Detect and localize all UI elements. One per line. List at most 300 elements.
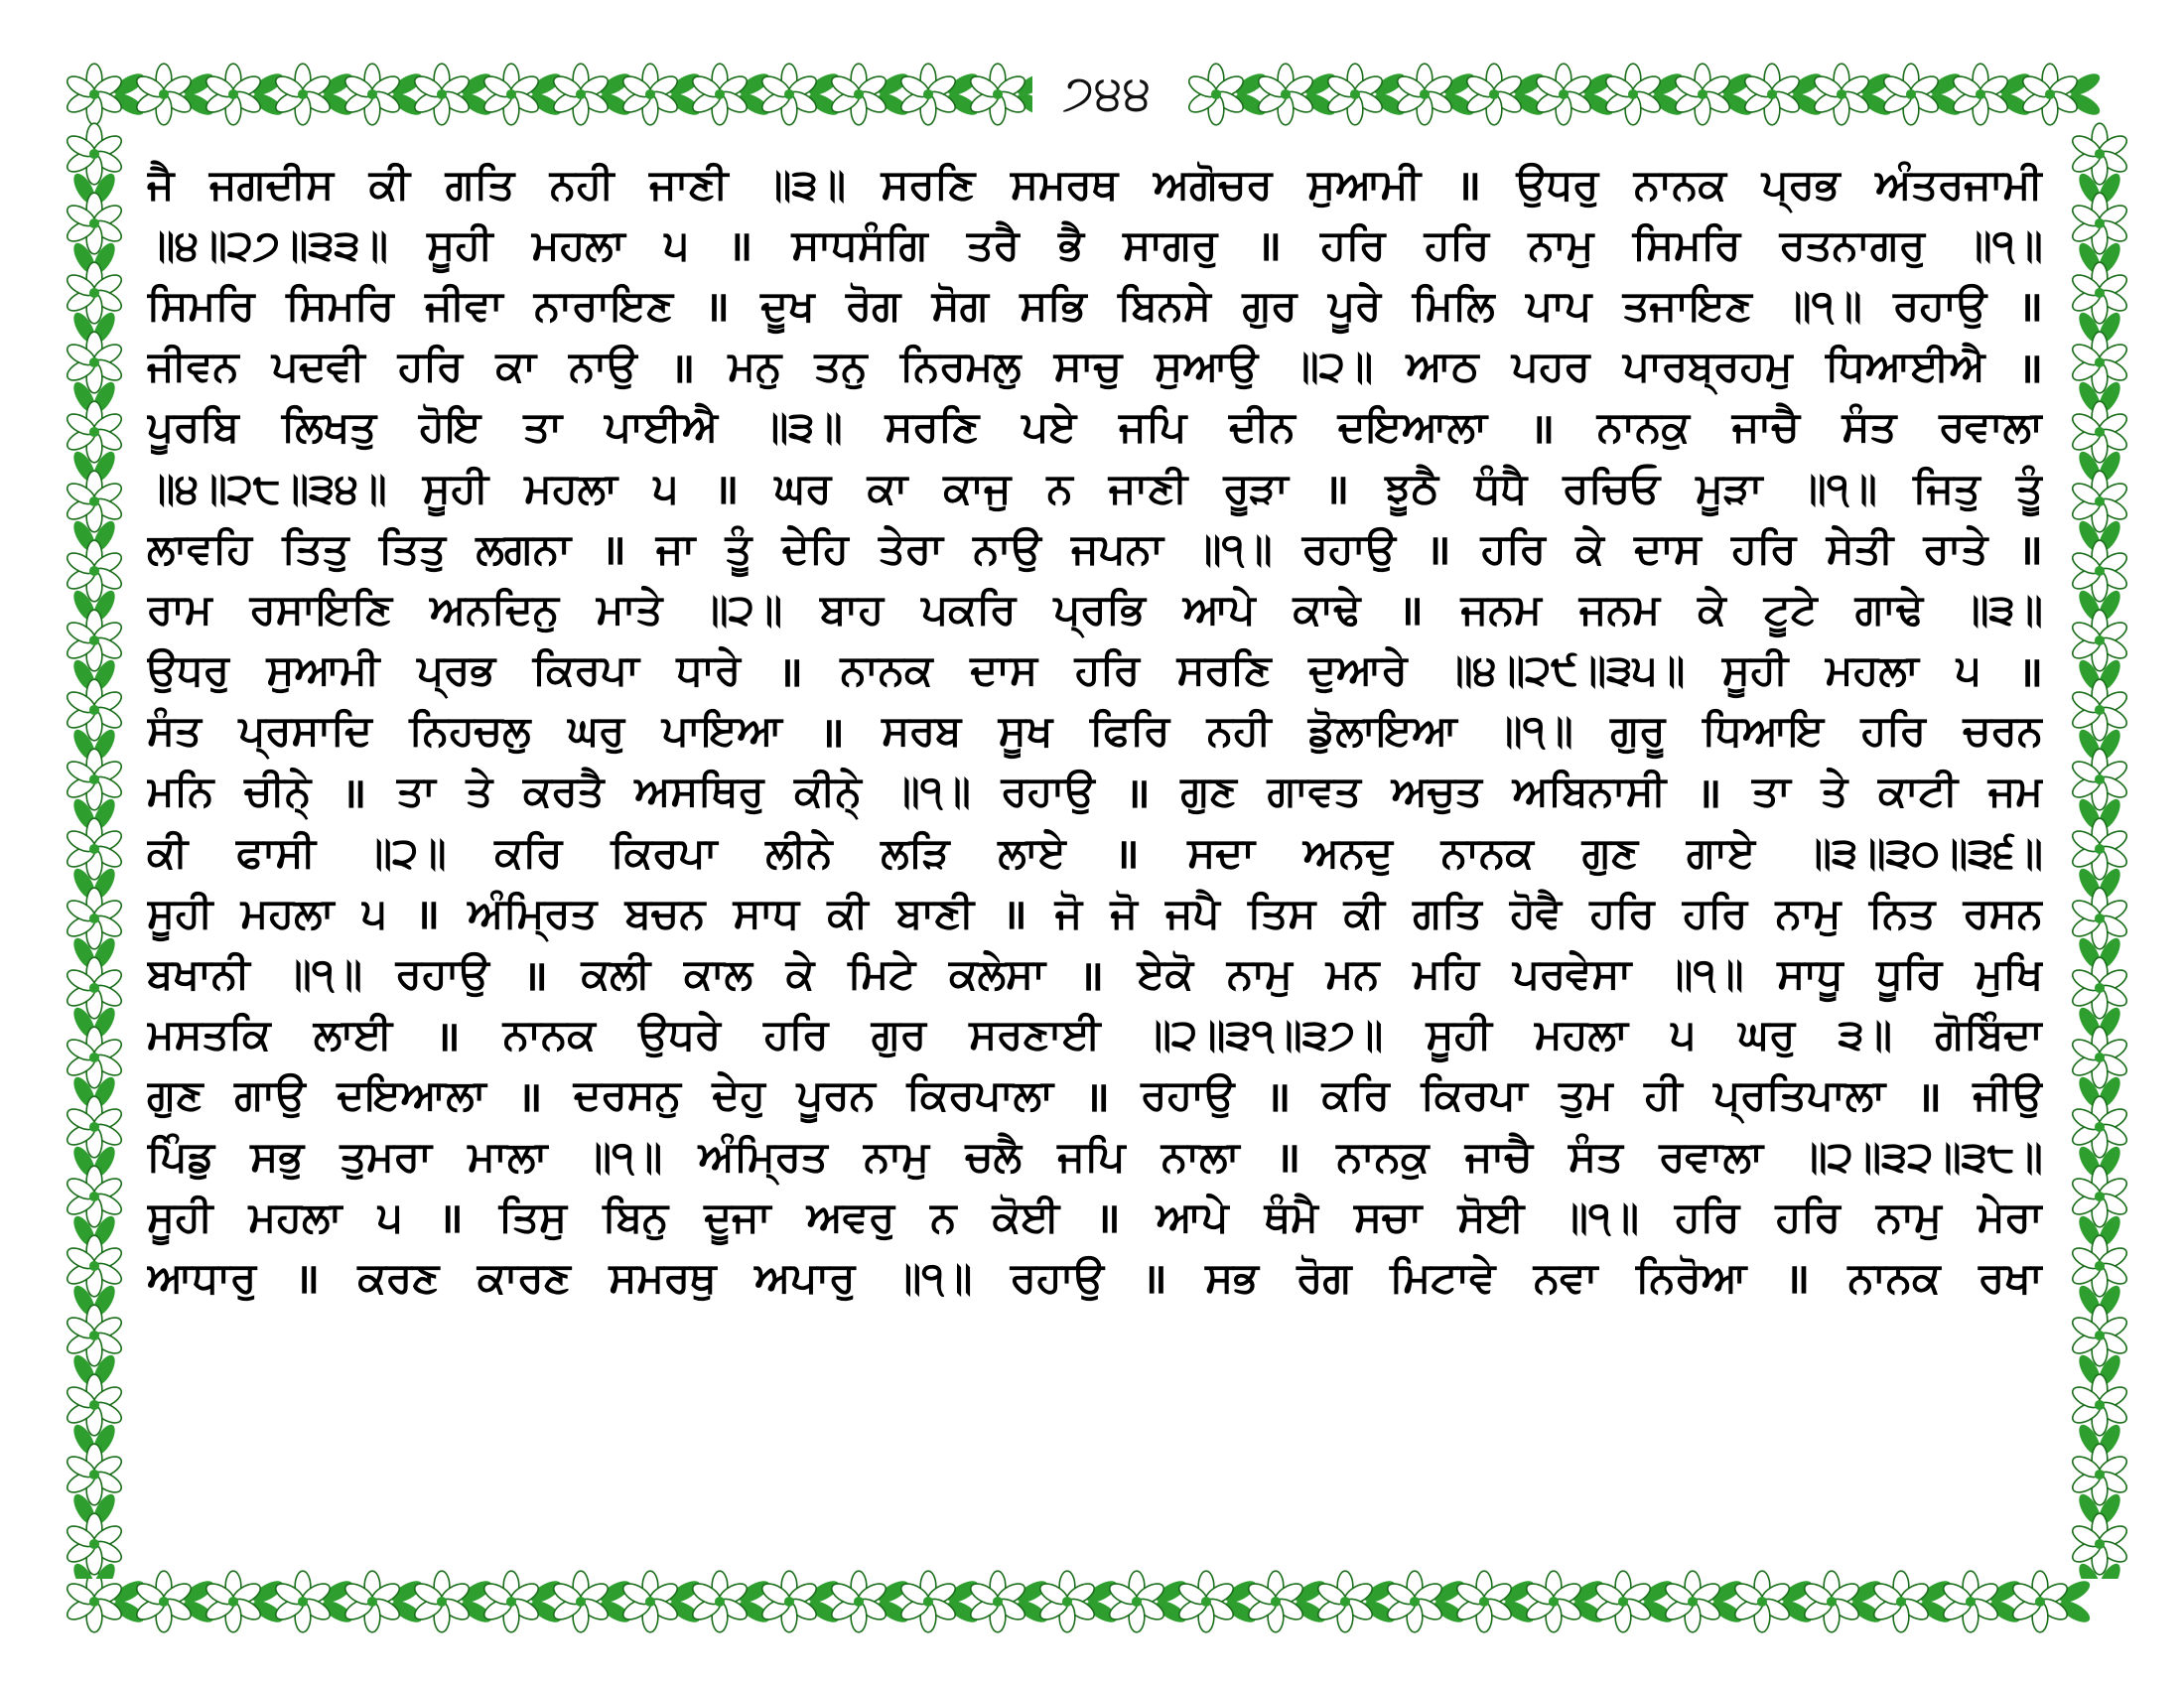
word: ਆਪੇ: [1156, 1192, 1229, 1241]
word: ਸਿਮਰਿ: [286, 280, 394, 330]
word: ਉਧਰੇ: [638, 1010, 721, 1059]
flower-border-right: [2065, 119, 2134, 1579]
flower-icon: [64, 1444, 124, 1505]
word: ਸਾਧਸੰਗਿ: [791, 219, 928, 269]
leaf-icon: [69, 1352, 99, 1389]
flower-icon: [550, 1571, 611, 1632]
flower-icon: [2069, 1513, 2129, 1575]
flower-icon: [758, 1571, 819, 1632]
word: ॥: [1095, 1194, 1121, 1243]
leaf-icon: [2075, 935, 2105, 972]
word: ਸੇਤੀ: [1826, 523, 1894, 573]
word: ਸਮਰਥੁ: [609, 1252, 717, 1302]
leaf-icon: [459, 1597, 495, 1626]
leaf-icon: [2095, 518, 2124, 555]
word: ਨਹੀ: [549, 159, 614, 209]
leaf-icon: [1709, 1577, 1746, 1607]
flower-icon: [967, 1571, 1027, 1632]
text-line: [147, 1187, 2043, 1247]
text-line: [147, 762, 2043, 822]
leaf-icon: [111, 70, 148, 99]
leaf-icon: [389, 1597, 426, 1626]
leaf-icon: [69, 1561, 99, 1579]
word: ਰਹਾਉ: [1301, 523, 1396, 573]
word: ਨਾਮੁ: [1528, 219, 1594, 269]
flower-icon: [64, 193, 124, 254]
leaf-icon: [69, 1074, 99, 1111]
word: ਰਵਾਲਾ: [1659, 1131, 1763, 1181]
word: ਦੁਆਰੇ: [1308, 645, 1408, 695]
word: ਬਖਾਨੀ: [147, 949, 250, 999]
leaf-icon: [2095, 1422, 2124, 1459]
word: ਹੀ: [1644, 1070, 1683, 1120]
leaf-icon: [1570, 1577, 1607, 1607]
word: ਲਿਖਤੁ: [281, 402, 377, 452]
word: ਰੂੜਾ: [1223, 463, 1289, 512]
leaf-icon: [111, 89, 148, 119]
flower-icon: [1314, 1571, 1375, 1632]
leaf-icon: [737, 1577, 773, 1607]
word: ਬਾਣੀ: [895, 888, 975, 937]
word: ॥: [438, 1194, 464, 1243]
leaf-icon: [69, 240, 99, 277]
word: ਨਾਲਾ: [1160, 1131, 1240, 1181]
leaf-icon: [89, 588, 119, 625]
word: ॥੧॥: [1494, 706, 1573, 756]
flower-icon: [689, 1571, 750, 1632]
word: ॥੧॥: [583, 1131, 663, 1181]
flower-icon: [897, 1571, 958, 1632]
flower-icon: [64, 471, 124, 532]
word: ਸੋਈ: [1457, 1192, 1525, 1241]
leaf-icon: [737, 70, 773, 99]
flower-icon: [64, 818, 124, 880]
word: ਸੂਹੀ: [147, 888, 213, 937]
word: ਮਸਤਕਿ: [147, 1010, 271, 1059]
leaf-icon: [459, 1577, 495, 1607]
word: ਸਭਿ: [1020, 280, 1087, 330]
word: ਮਨ: [1325, 949, 1380, 999]
word: ਹਰਿ: [1682, 888, 1748, 937]
word: ਪ੍ਰਸਾਦਿ: [238, 706, 372, 756]
word: ॥: [1784, 1254, 1811, 1304]
word: ਨਾਮੁ: [1226, 949, 1293, 999]
word: ਤਿਤੁ: [282, 523, 349, 573]
word: ਨਾਨਕ: [1440, 827, 1534, 877]
word: ਸਭੁ: [250, 1131, 304, 1181]
word: ਥੰਮੈ: [1264, 1192, 1318, 1241]
flower-icon: [64, 1235, 124, 1297]
word: ॥: [414, 890, 440, 939]
word: ਸਿਮਰਿ: [147, 280, 255, 330]
leaf-icon: [1640, 1597, 1677, 1626]
leaf-icon: [1709, 1597, 1746, 1626]
word: ਹਰਿ: [1424, 219, 1490, 269]
word: ਕਰਿ: [494, 827, 563, 877]
flower-icon: [1801, 1571, 1861, 1632]
word: ਨਾਰਾਇਣ: [534, 280, 674, 330]
flower-icon: [2069, 123, 2129, 185]
leaf-icon: [1918, 1597, 1955, 1626]
word: ਡੋੁਲਾਇਆ: [1307, 706, 1457, 756]
word: ਕੀਨੇ੍: [794, 767, 862, 816]
word: ਸਮਰਥ: [1010, 159, 1119, 209]
word: ॥: [728, 221, 753, 271]
word: ਜਮ: [1987, 767, 2043, 816]
word: ਕਾ: [867, 463, 908, 512]
word: ਸਾਗਰੁ: [1123, 219, 1218, 269]
flower-icon: [2069, 1235, 2129, 1297]
word: ॥: [1265, 1071, 1292, 1121]
word: ਲੀਨੇ: [765, 827, 833, 877]
text-line: [147, 701, 2043, 762]
leaf-icon: [69, 379, 99, 416]
leaf-icon: [667, 70, 704, 99]
word: ॥: [1142, 1254, 1167, 1304]
leaf-icon: [1154, 1597, 1190, 1626]
flower-icon: [2069, 610, 2129, 671]
flower-icon: [64, 1027, 124, 1088]
word: ਲਗਨਾ: [476, 523, 572, 573]
word: ਧਾਰੇ: [676, 645, 742, 695]
leaf-icon: [89, 1005, 119, 1042]
word: ਜਾਚੈ: [1464, 1131, 1533, 1181]
word: ਉਧਰੁ: [147, 645, 229, 695]
word: ਮਨੁ: [728, 342, 782, 391]
word: ਕਲੇਸਾ: [948, 949, 1045, 999]
leaf-icon: [69, 866, 99, 903]
flower-icon: [1255, 64, 1315, 125]
leaf-icon: [69, 1491, 99, 1528]
word: ਅਵਰੁ: [806, 1192, 895, 1241]
word: ਤਾ: [523, 402, 563, 452]
leaf-icon: [2095, 1491, 2124, 1528]
leaf-icon: [111, 1577, 148, 1607]
leaf-icon: [250, 1597, 287, 1626]
word: ਪ੍ਰਭ: [1761, 159, 1841, 209]
flower-icon: [203, 1571, 263, 1632]
leaf-icon: [2095, 1074, 2124, 1111]
text-line: [147, 518, 2043, 579]
word: ॥੩॥: [1961, 584, 2043, 633]
word: ੫: [1956, 645, 1981, 695]
word: ਰਸਨ: [1963, 888, 2043, 937]
leaf-icon: [528, 1577, 565, 1607]
word: ਜਿਤੁ: [1912, 463, 1980, 512]
flower-icon: [411, 64, 472, 125]
flower-icon: [1185, 64, 1246, 125]
leaf-icon: [528, 1597, 565, 1626]
word: ਰਹਾਉ: [1010, 1252, 1104, 1302]
leaf-icon: [1858, 89, 1895, 119]
word: ਤਾ: [1751, 767, 1791, 816]
leaf-icon: [2095, 1352, 2124, 1389]
leaf-icon: [806, 1577, 843, 1607]
word: ਤੁਮਰਾ: [340, 1131, 432, 1181]
word: ਕਿਰਪਾਲਾ: [906, 1070, 1054, 1120]
flower-icon: [64, 749, 124, 810]
leaf-icon: [69, 727, 99, 764]
word: ਲਾਵਹਿ: [147, 523, 253, 573]
word: ਹੋਇ: [419, 402, 481, 452]
word: ਹਰਿ: [1860, 706, 1926, 756]
word: ਰਵਾਲਾ: [1939, 402, 2043, 452]
word: ਸੂਹੀ: [147, 1192, 213, 1241]
leaf-icon: [1848, 1597, 1885, 1626]
word: ਜਾਣੀ: [1108, 463, 1188, 512]
flower-icon: [203, 64, 263, 125]
flower-icon: [480, 1571, 541, 1632]
leaf-icon: [667, 89, 704, 119]
flower-border-bottom: [60, 1567, 2134, 1636]
leaf-icon: [1362, 1597, 1399, 1626]
word: ਮਾਤੇ: [596, 584, 663, 633]
flower-icon: [2069, 1027, 2129, 1088]
word: ਅਬਿਨਾਸੀ: [1512, 767, 1667, 816]
flower-icon: [1324, 64, 1385, 125]
leaf-icon: [876, 70, 912, 99]
word: ਕੀ: [368, 159, 410, 209]
word: ਜਾਣੀ: [649, 159, 729, 209]
flower-border-top-right: [1181, 60, 2134, 129]
leaf-icon: [2095, 1283, 2124, 1320]
word: ਗੁਰ: [871, 1010, 927, 1059]
word: ਰਹਾਉ: [1001, 767, 1095, 816]
leaf-icon: [89, 310, 119, 347]
leaf-icon: [69, 310, 99, 347]
word: ਆਧਾਰੁ: [147, 1252, 257, 1302]
leaf-icon: [250, 1577, 287, 1607]
flower-icon: [2069, 1166, 2129, 1227]
word: ਪ੍ਰਭ: [417, 645, 495, 695]
word: ॥: [1125, 768, 1151, 817]
word: ਕੀ: [1343, 888, 1385, 937]
flower-icon: [1662, 1571, 1722, 1632]
word: ਨਹੀ: [1206, 706, 1272, 756]
word: ਸਾਚੁ: [1053, 342, 1122, 391]
word: ਗੁਣ: [1581, 827, 1639, 877]
leaf-icon: [89, 935, 119, 972]
word: ਮਹਲਾ: [531, 219, 625, 269]
word: ਲਾਈ: [313, 1010, 393, 1059]
word: ਹੋਵੈ: [1510, 888, 1563, 937]
word: ਮਾਲਾ: [468, 1131, 548, 1181]
flower-icon: [2069, 818, 2129, 880]
leaf-icon: [2095, 796, 2124, 833]
flower-icon: [272, 64, 333, 125]
word: ਸੁਆਮੀ: [266, 645, 380, 695]
word: ਜੀਵਨ: [147, 342, 239, 391]
leaf-icon: [945, 1597, 982, 1626]
word: ॥: [2017, 343, 2043, 392]
leaf-icon: [89, 1422, 119, 1459]
flower-border-left: [60, 119, 129, 1579]
flower-icon: [2069, 262, 2129, 324]
word: ਜਾਚੈ: [1731, 402, 1800, 452]
leaf-icon: [89, 1213, 119, 1250]
word: ਪਰਵੇਸਾ: [1512, 949, 1632, 999]
leaf-icon: [320, 89, 356, 119]
word: ਬਿਨੁ: [603, 1192, 669, 1241]
word: ਤੂੰ: [2015, 463, 2043, 512]
text-line: [147, 822, 2043, 883]
leaf-icon: [2075, 1005, 2105, 1042]
flower-icon: [341, 1571, 402, 1632]
flower-icon: [1950, 64, 2010, 125]
leaf-icon: [89, 171, 119, 208]
flower-icon: [758, 64, 819, 125]
word: ਏਕੋ: [1137, 949, 1194, 999]
leaf-icon: [1987, 1577, 2024, 1607]
leaf-icon: [2067, 89, 2104, 119]
word: ਦਾਸ: [970, 645, 1038, 695]
leaf-icon: [1848, 1577, 1885, 1607]
leaf-icon: [1858, 70, 1895, 99]
leaf-icon: [1779, 1597, 1816, 1626]
text-line: [147, 275, 2043, 336]
leaf-icon: [2075, 727, 2105, 764]
word: ਕਿਰਪਾ: [532, 645, 639, 695]
flower-icon: [897, 64, 958, 125]
word: ਨਾਨਕੁ: [1336, 1131, 1430, 1181]
word: ਤਿਸੁ: [498, 1192, 568, 1241]
leaf-icon: [69, 1422, 99, 1459]
word: ਨਾਨਕ: [1633, 159, 1727, 209]
flower-icon: [619, 64, 680, 125]
leaf-icon: [1719, 89, 1756, 119]
word: ਉਧਰੁ: [1516, 159, 1599, 209]
word: ॥੧॥: [892, 1252, 973, 1302]
leaf-icon: [320, 1577, 356, 1607]
word: ਤੇ: [466, 767, 493, 816]
leaf-icon: [1789, 89, 1826, 119]
word: ਮਹਲਾ: [248, 1192, 342, 1241]
leaf-icon: [2075, 240, 2105, 277]
leaf-icon: [2057, 1577, 2094, 1607]
word: ਟੂਟੇ: [1763, 584, 1818, 633]
leaf-icon: [1015, 1597, 1051, 1626]
flower-icon: [341, 64, 402, 125]
leaf-icon: [1223, 1597, 1260, 1626]
word: ਜਪਿ: [1057, 1131, 1126, 1181]
word: ਸੂਹੀ: [1721, 645, 1789, 695]
word: ਜਪੈ: [1165, 888, 1220, 937]
word: ਰਹਾਉ: [1893, 280, 1987, 330]
flower-icon: [411, 1571, 472, 1632]
leaf-icon: [2095, 1144, 2124, 1181]
flower-icon: [64, 1096, 124, 1158]
word: ਤਿਤੁ: [378, 523, 447, 573]
leaf-icon: [181, 1577, 217, 1607]
leaf-icon: [876, 1577, 912, 1607]
word: ਘਰੁ: [567, 706, 625, 756]
word: ਆਪੇ: [1182, 584, 1256, 633]
word: ਆਠ: [1406, 342, 1479, 391]
leaf-icon: [1372, 89, 1409, 119]
leaf-icon: [2057, 1597, 2094, 1626]
word: ਪੂਰੇ: [1328, 280, 1382, 330]
leaf-icon: [2095, 935, 2124, 972]
leaf-icon: [2095, 171, 2124, 208]
word: ਕੀ: [147, 827, 189, 877]
leaf-icon: [2075, 657, 2105, 694]
word: ਤੇ: [1821, 767, 1848, 816]
flower-icon: [1870, 1571, 1931, 1632]
word: ਕਰਿ: [1321, 1070, 1390, 1120]
flower-icon: [64, 888, 124, 949]
leaf-icon: [945, 89, 982, 119]
word: ਜੋ: [1110, 888, 1138, 937]
word: ਧਿਆਇ: [1702, 706, 1825, 756]
word: ਕੇ: [785, 949, 815, 999]
leaf-icon: [89, 518, 119, 555]
flower-icon: [64, 262, 124, 324]
leaf-icon: [1302, 89, 1339, 119]
leaf-icon: [1362, 1577, 1399, 1607]
word: ਮਹਲਾ: [240, 888, 335, 937]
leaf-icon: [598, 1577, 634, 1607]
leaf-icon: [320, 1597, 356, 1626]
leaf-icon: [2095, 240, 2124, 277]
flower-icon: [2069, 749, 2129, 810]
leaf-icon: [89, 1561, 119, 1579]
flower-icon: [828, 64, 888, 125]
leaf-icon: [89, 866, 119, 903]
leaf-icon: [69, 935, 99, 972]
leaf-icon: [1293, 1597, 1329, 1626]
flower-icon: [2069, 332, 2129, 393]
word: ਪੂਰਬਿ: [147, 402, 239, 452]
word: ਨਾਮੁ: [864, 1131, 929, 1181]
word: ਲਾਏ: [998, 827, 1066, 877]
flower-icon: [2069, 888, 2129, 949]
flower-icon: [64, 540, 124, 602]
leaf-icon: [181, 1597, 217, 1626]
text-line: [147, 1247, 2043, 1308]
word: ਅਪਾਰੁ: [754, 1252, 856, 1302]
word: ਘਰੁ: [1737, 1010, 1796, 1059]
leaf-icon: [250, 89, 287, 119]
flower-icon: [1175, 1571, 1236, 1632]
leaf-icon: [2075, 1074, 2105, 1111]
word: ॥੨॥੩੨॥੩੮॥: [1799, 1131, 2043, 1181]
word: ਜਪਨਾ: [1071, 523, 1163, 573]
word: ੫: [653, 463, 678, 512]
word: ੫: [377, 1192, 403, 1241]
word: ਕਾਢੇ: [1293, 584, 1361, 633]
word: ਸੰਤ: [1842, 402, 1897, 452]
flower-icon: [1036, 1571, 1097, 1632]
word: ਸਰਣਿ: [885, 402, 980, 452]
leaf-icon: [1650, 89, 1687, 119]
leaf-icon: [806, 89, 843, 119]
word: ਗੁਰ: [1242, 280, 1297, 330]
word: ॥: [1323, 465, 1350, 514]
word: ਫਾਸੀ: [236, 827, 317, 877]
leaf-icon: [89, 1283, 119, 1320]
word: ਸਚਾ: [1353, 1192, 1423, 1241]
text-line: [147, 214, 2043, 275]
leaf-icon: [181, 70, 217, 99]
leaf-icon: [945, 1577, 982, 1607]
word: ਕਾ: [495, 342, 536, 391]
leaf-icon: [1441, 70, 1478, 99]
word: ਹਰਿ: [1675, 1192, 1740, 1241]
flower-icon: [64, 957, 124, 1019]
word: ਰਚਿਓ: [1563, 463, 1661, 512]
text-line: [147, 154, 2043, 214]
word: ਜੀਵਾ: [425, 280, 503, 330]
